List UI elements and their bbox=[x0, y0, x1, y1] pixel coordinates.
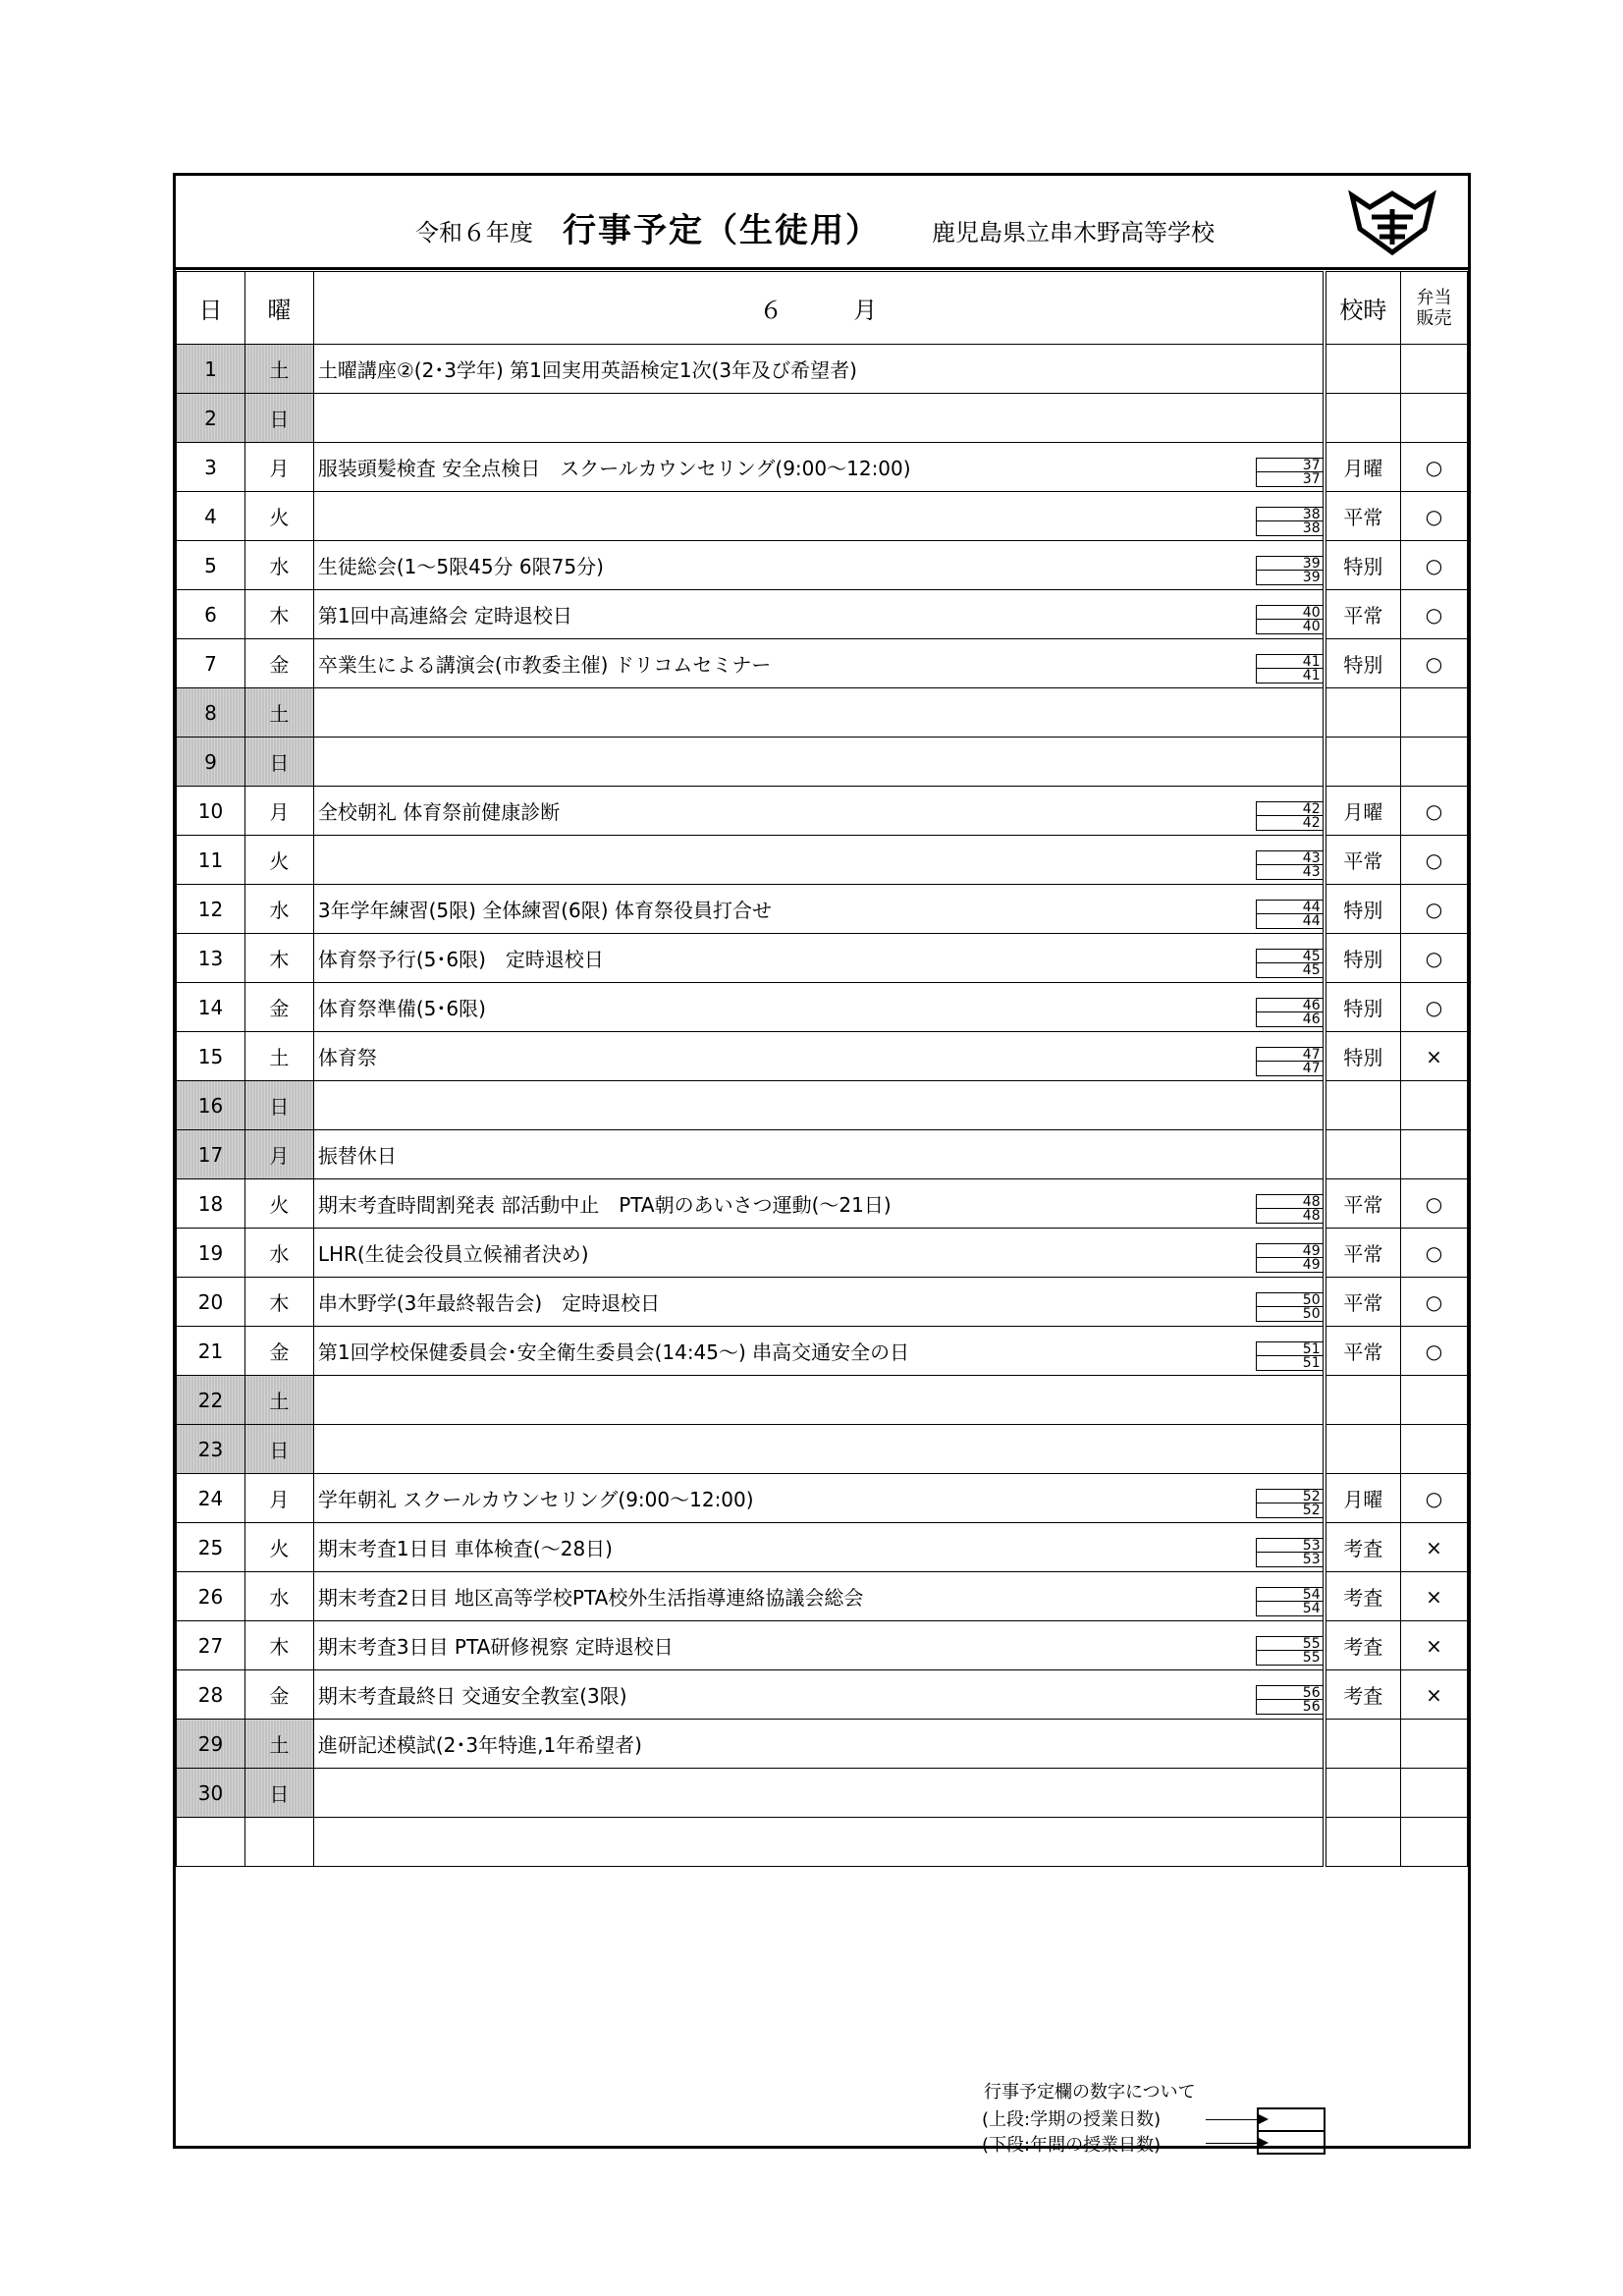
legend-sample-box bbox=[1257, 2107, 1325, 2155]
school-emblem-icon bbox=[1348, 190, 1436, 256]
day-number: 19 bbox=[177, 1229, 245, 1278]
class-day-counter bbox=[1256, 605, 1323, 634]
calendar-row bbox=[177, 1474, 1468, 1523]
event-cell bbox=[313, 1572, 1324, 1621]
weekday: 月 bbox=[244, 1474, 313, 1523]
schedule-type: 月曜 bbox=[1325, 1474, 1401, 1523]
bento-mark bbox=[1401, 1130, 1468, 1179]
weekday: 土 bbox=[244, 1720, 313, 1769]
bento-mark: × bbox=[1401, 1621, 1468, 1670]
event-cell bbox=[313, 1376, 1324, 1425]
day-number: 17 bbox=[177, 1130, 245, 1179]
calendar-row bbox=[177, 443, 1468, 492]
event-text: 第1回学校保健委員会･安全衛生委員会(14:45～) 串高交通安全の日 bbox=[317, 1340, 910, 1364]
term-day-count: 41 bbox=[1257, 655, 1323, 669]
calendar-table bbox=[176, 271, 1468, 1867]
term-day-count: 42 bbox=[1257, 802, 1323, 816]
schedule-type: 考査 bbox=[1325, 1621, 1401, 1670]
blank-cell bbox=[313, 1818, 1324, 1867]
event-text: 土曜講座②(2･3学年) 第1回実用英語検定1次(3年及び希望者) bbox=[317, 358, 857, 382]
event-text: 服装頭髪検査 安全点検日 スクールカウンセリング(9:00～12:00) bbox=[317, 457, 911, 480]
day-number: 23 bbox=[177, 1425, 245, 1474]
year-day-count: 46 bbox=[1302, 1011, 1321, 1027]
event-text: 串木野学(3年最終報告会) 定時退校日 bbox=[317, 1291, 661, 1315]
bento-mark: ○ bbox=[1401, 1278, 1468, 1327]
calendar-row bbox=[177, 1327, 1468, 1376]
weekday: 木 bbox=[244, 1278, 313, 1327]
calendar-row bbox=[177, 1179, 1468, 1229]
year-day-count: 48 bbox=[1302, 1208, 1321, 1224]
weekday: 金 bbox=[244, 1327, 313, 1376]
calendar-row bbox=[177, 1425, 1468, 1474]
header bbox=[176, 176, 1468, 270]
weekday: 月 bbox=[244, 787, 313, 836]
bento-mark bbox=[1401, 738, 1468, 787]
event-cell bbox=[313, 787, 1324, 836]
event-text: 期末考査時間割発表 部活動中止 PTA朝のあいさつ運動(～21日) bbox=[317, 1193, 892, 1217]
event-cell bbox=[313, 394, 1324, 443]
legend-upper: (上段:学期の授業日数) bbox=[982, 2109, 1162, 2130]
weekday: 日 bbox=[244, 1081, 313, 1130]
event-cell bbox=[313, 738, 1324, 787]
term-day-count: 43 bbox=[1257, 851, 1323, 865]
event-cell bbox=[313, 1130, 1324, 1179]
schedule-type: 考査 bbox=[1325, 1572, 1401, 1621]
term-day-count: 48 bbox=[1257, 1195, 1323, 1209]
bento-mark bbox=[1401, 688, 1468, 738]
schedule-type bbox=[1325, 394, 1401, 443]
day-number: 16 bbox=[177, 1081, 245, 1130]
schedule-type: 平常 bbox=[1325, 1229, 1401, 1278]
class-day-counter bbox=[1256, 900, 1323, 929]
era-label: 令和６年度 bbox=[415, 219, 533, 246]
year-day-count: 49 bbox=[1302, 1257, 1321, 1273]
bento-mark: ○ bbox=[1401, 1474, 1468, 1523]
year-day-count: 51 bbox=[1302, 1355, 1321, 1371]
schedule-type bbox=[1325, 1720, 1401, 1769]
schedule-type bbox=[1325, 1376, 1401, 1425]
schedule-type: 特別 bbox=[1325, 983, 1401, 1032]
term-day-count: 49 bbox=[1257, 1244, 1323, 1258]
schedule-type: 特別 bbox=[1325, 885, 1401, 934]
schedule-type: 平常 bbox=[1325, 1179, 1401, 1229]
day-number: 26 bbox=[177, 1572, 245, 1621]
class-day-counter bbox=[1256, 654, 1323, 683]
weekday: 土 bbox=[244, 1032, 313, 1081]
bento-mark: × bbox=[1401, 1670, 1468, 1720]
class-day-counter bbox=[1256, 1292, 1323, 1322]
schedule-type: 特別 bbox=[1325, 934, 1401, 983]
col-weekday: 曜 bbox=[244, 272, 313, 345]
event-text: 振替休日 bbox=[317, 1144, 397, 1168]
event-cell bbox=[313, 492, 1324, 541]
term-day-count: 46 bbox=[1257, 999, 1323, 1012]
event-text: 進研記述模試(2･3年特進,1年希望者) bbox=[317, 1733, 642, 1757]
bento-mark: ○ bbox=[1401, 1179, 1468, 1229]
event-text: 学年朝礼 スクールカウンセリング(9:00～12:00) bbox=[317, 1488, 754, 1511]
weekday: 火 bbox=[244, 1179, 313, 1229]
col-day: 日 bbox=[177, 272, 245, 345]
calendar-row bbox=[177, 1572, 1468, 1621]
year-day-count: 39 bbox=[1302, 570, 1321, 585]
day-number: 8 bbox=[177, 688, 245, 738]
class-day-counter bbox=[1256, 1538, 1323, 1567]
day-number: 2 bbox=[177, 394, 245, 443]
legend-arrow-line-upper bbox=[1206, 2119, 1257, 2120]
bento-mark: ○ bbox=[1401, 639, 1468, 688]
calendar-row bbox=[177, 1769, 1468, 1818]
calendar-row bbox=[177, 885, 1468, 934]
term-day-count: 54 bbox=[1257, 1588, 1323, 1602]
event-cell bbox=[313, 1081, 1324, 1130]
weekday: 日 bbox=[244, 1769, 313, 1818]
bento-mark bbox=[1401, 1769, 1468, 1818]
term-day-count: 39 bbox=[1257, 557, 1323, 571]
day-number: 22 bbox=[177, 1376, 245, 1425]
day-number: 9 bbox=[177, 738, 245, 787]
term-day-count: 40 bbox=[1257, 606, 1323, 620]
schedule-type: 平常 bbox=[1325, 492, 1401, 541]
schedule-type: 平常 bbox=[1325, 1327, 1401, 1376]
legend-arrow-line-lower bbox=[1206, 2143, 1257, 2144]
weekday: 木 bbox=[244, 1621, 313, 1670]
class-day-counter bbox=[1256, 801, 1323, 831]
class-day-counter bbox=[1256, 1047, 1323, 1076]
day-number: 1 bbox=[177, 345, 245, 394]
bento-mark: ○ bbox=[1401, 983, 1468, 1032]
bento-mark bbox=[1401, 1720, 1468, 1769]
schedule-type bbox=[1325, 345, 1401, 394]
calendar-row bbox=[177, 492, 1468, 541]
bento-mark bbox=[1401, 1425, 1468, 1474]
event-cell bbox=[313, 639, 1324, 688]
bento-mark: × bbox=[1401, 1523, 1468, 1572]
term-day-count: 44 bbox=[1257, 901, 1323, 914]
term-day-count: 45 bbox=[1257, 950, 1323, 963]
term-day-count: 37 bbox=[1257, 459, 1323, 472]
year-day-count: 44 bbox=[1302, 913, 1321, 929]
class-day-counter bbox=[1256, 458, 1323, 487]
calendar-row bbox=[177, 1376, 1468, 1425]
day-number: 27 bbox=[177, 1621, 245, 1670]
weekday: 日 bbox=[244, 738, 313, 787]
year-day-count: 52 bbox=[1302, 1503, 1321, 1518]
bento-mark: ○ bbox=[1401, 492, 1468, 541]
day-number: 10 bbox=[177, 787, 245, 836]
weekday: 月 bbox=[244, 443, 313, 492]
schedule-type: 特別 bbox=[1325, 541, 1401, 590]
weekday: 金 bbox=[244, 1670, 313, 1720]
weekday: 火 bbox=[244, 492, 313, 541]
class-day-counter bbox=[1256, 1489, 1323, 1518]
blank-cell bbox=[1401, 1818, 1468, 1867]
schedule-type: 月曜 bbox=[1325, 443, 1401, 492]
weekday: 土 bbox=[244, 1376, 313, 1425]
event-text: 期末考査3日目 PTA研修視察 定時退校日 bbox=[317, 1635, 674, 1659]
event-cell bbox=[313, 1278, 1324, 1327]
event-cell bbox=[313, 1229, 1324, 1278]
day-number: 6 bbox=[177, 590, 245, 639]
event-cell bbox=[313, 885, 1324, 934]
calendar-row bbox=[177, 1621, 1468, 1670]
schedule-type bbox=[1325, 1130, 1401, 1179]
schedule-type: 月曜 bbox=[1325, 787, 1401, 836]
class-day-counter bbox=[1256, 556, 1323, 585]
event-text: LHR(生徒会役員立候補者決め) bbox=[317, 1242, 589, 1266]
schedule-type bbox=[1325, 688, 1401, 738]
year-day-count: 56 bbox=[1302, 1699, 1321, 1715]
year-day-count: 40 bbox=[1302, 619, 1321, 634]
event-cell bbox=[313, 688, 1324, 738]
event-cell bbox=[313, 1523, 1324, 1572]
calendar-row bbox=[177, 394, 1468, 443]
calendar-row bbox=[177, 345, 1468, 394]
weekday: 土 bbox=[244, 688, 313, 738]
bento-mark bbox=[1401, 345, 1468, 394]
event-cell bbox=[313, 345, 1324, 394]
year-day-count: 45 bbox=[1302, 962, 1321, 978]
event-text: 期末考査1日目 車体検査(～28日) bbox=[317, 1537, 613, 1560]
event-cell bbox=[313, 1720, 1324, 1769]
day-number: 21 bbox=[177, 1327, 245, 1376]
year-day-count: 38 bbox=[1302, 520, 1321, 536]
event-cell bbox=[313, 443, 1324, 492]
calendar-row bbox=[177, 1130, 1468, 1179]
blank-cell bbox=[177, 1818, 245, 1867]
schedule-type: 考査 bbox=[1325, 1670, 1401, 1720]
weekday: 日 bbox=[244, 394, 313, 443]
calendar-row bbox=[177, 1229, 1468, 1278]
year-day-count: 42 bbox=[1302, 815, 1321, 831]
weekday: 水 bbox=[244, 1572, 313, 1621]
weekday: 金 bbox=[244, 639, 313, 688]
schedule-type: 平常 bbox=[1325, 590, 1401, 639]
event-cell bbox=[313, 590, 1324, 639]
year-day-count: 55 bbox=[1302, 1650, 1321, 1666]
calendar-row bbox=[177, 1032, 1468, 1081]
event-text: 全校朝礼 体育祭前健康診断 bbox=[317, 800, 561, 824]
term-day-count: 50 bbox=[1257, 1293, 1323, 1307]
event-text: 3年学年練習(5限) 全体練習(6限) 体育祭役員打合せ bbox=[317, 899, 772, 922]
term-day-count: 53 bbox=[1257, 1539, 1323, 1553]
weekday: 水 bbox=[244, 1229, 313, 1278]
bento-mark: ○ bbox=[1401, 590, 1468, 639]
bento-mark bbox=[1401, 1376, 1468, 1425]
term-day-count: 38 bbox=[1257, 508, 1323, 521]
school-name: 鹿児島県立串木野高等学校 bbox=[932, 219, 1215, 246]
day-number: 20 bbox=[177, 1278, 245, 1327]
calendar-row bbox=[177, 1670, 1468, 1720]
bento-mark: ○ bbox=[1401, 885, 1468, 934]
calendar-row bbox=[177, 1523, 1468, 1572]
year-day-count: 47 bbox=[1302, 1061, 1321, 1076]
event-text: 体育祭 bbox=[317, 1046, 377, 1069]
year-day-count: 43 bbox=[1302, 864, 1321, 880]
calendar-row bbox=[177, 836, 1468, 885]
event-cell bbox=[313, 983, 1324, 1032]
event-text: 生徒総会(1～5限45分 6限75分) bbox=[317, 555, 604, 578]
event-cell bbox=[313, 1425, 1324, 1474]
weekday: 水 bbox=[244, 541, 313, 590]
day-number: 28 bbox=[177, 1670, 245, 1720]
class-day-counter bbox=[1256, 1194, 1323, 1224]
bento-mark: × bbox=[1401, 1572, 1468, 1621]
schedule-sheet bbox=[173, 173, 1471, 2149]
schedule-type bbox=[1325, 1769, 1401, 1818]
event-cell bbox=[313, 934, 1324, 983]
event-cell bbox=[313, 1769, 1324, 1818]
calendar-row bbox=[177, 738, 1468, 787]
bento-mark: ○ bbox=[1401, 541, 1468, 590]
year-day-count: 41 bbox=[1302, 668, 1321, 683]
bento-mark: ○ bbox=[1401, 443, 1468, 492]
day-number: 25 bbox=[177, 1523, 245, 1572]
weekday: 金 bbox=[244, 983, 313, 1032]
event-text: 体育祭準備(5･6限) bbox=[317, 997, 486, 1020]
schedule-type: 平常 bbox=[1325, 1278, 1401, 1327]
schedule-type bbox=[1325, 1425, 1401, 1474]
blank-row bbox=[177, 1818, 1468, 1867]
weekday: 日 bbox=[244, 1425, 313, 1474]
day-number: 29 bbox=[177, 1720, 245, 1769]
day-number: 30 bbox=[177, 1769, 245, 1818]
calendar-row bbox=[177, 1278, 1468, 1327]
schedule-type: 特別 bbox=[1325, 1032, 1401, 1081]
bento-mark: ○ bbox=[1401, 1327, 1468, 1376]
page-title: 行事予定（生徒用） bbox=[563, 211, 881, 250]
term-day-count: 56 bbox=[1257, 1686, 1323, 1700]
calendar-row bbox=[177, 590, 1468, 639]
day-number: 12 bbox=[177, 885, 245, 934]
blank-cell bbox=[1325, 1818, 1401, 1867]
day-number: 11 bbox=[177, 836, 245, 885]
day-number: 3 bbox=[177, 443, 245, 492]
event-cell bbox=[313, 1179, 1324, 1229]
weekday: 木 bbox=[244, 934, 313, 983]
calendar-row bbox=[177, 983, 1468, 1032]
col-schedule: 校時 bbox=[1325, 272, 1401, 345]
class-day-counter bbox=[1256, 507, 1323, 536]
day-number: 14 bbox=[177, 983, 245, 1032]
weekday: 水 bbox=[244, 885, 313, 934]
day-number: 5 bbox=[177, 541, 245, 590]
schedule-type bbox=[1325, 1081, 1401, 1130]
class-day-counter bbox=[1256, 1685, 1323, 1715]
schedule-type: 平常 bbox=[1325, 836, 1401, 885]
calendar-row bbox=[177, 688, 1468, 738]
calendar-row bbox=[177, 787, 1468, 836]
day-number: 4 bbox=[177, 492, 245, 541]
weekday: 火 bbox=[244, 1523, 313, 1572]
class-day-counter bbox=[1256, 1243, 1323, 1273]
event-text: 期末考査最終日 交通安全教室(3限) bbox=[317, 1684, 627, 1708]
event-text: 卒業生による講演会(市教委主催) ドリコムセミナー bbox=[317, 653, 772, 677]
bento-mark: ○ bbox=[1401, 934, 1468, 983]
day-number: 7 bbox=[177, 639, 245, 688]
day-number: 13 bbox=[177, 934, 245, 983]
weekday: 木 bbox=[244, 590, 313, 639]
year-day-count: 54 bbox=[1302, 1601, 1321, 1616]
event-text: 体育祭予行(5･6限) 定時退校日 bbox=[317, 948, 604, 971]
event-text: 期末考査2日目 地区高等学校PTA校外生活指導連絡協議会総会 bbox=[317, 1586, 864, 1610]
calendar-row bbox=[177, 1081, 1468, 1130]
event-cell bbox=[313, 1474, 1324, 1523]
day-number: 18 bbox=[177, 1179, 245, 1229]
schedule-type: 特別 bbox=[1325, 639, 1401, 688]
event-text: 第1回中高連絡会 定時退校日 bbox=[317, 604, 572, 628]
legend-title: 行事予定欄の数字について bbox=[984, 2082, 1196, 2103]
calendar-row bbox=[177, 541, 1468, 590]
class-day-counter bbox=[1256, 850, 1323, 880]
calendar-row bbox=[177, 639, 1468, 688]
year-day-count: 37 bbox=[1302, 471, 1321, 487]
col-month: ６ 月 bbox=[313, 272, 1324, 345]
event-cell bbox=[313, 1621, 1324, 1670]
bento-mark bbox=[1401, 1081, 1468, 1130]
year-day-count: 53 bbox=[1302, 1552, 1321, 1567]
class-day-counter bbox=[1256, 998, 1323, 1027]
event-cell bbox=[313, 836, 1324, 885]
term-day-count: 55 bbox=[1257, 1637, 1323, 1651]
bento-mark: ○ bbox=[1401, 836, 1468, 885]
calendar-row bbox=[177, 1720, 1468, 1769]
weekday: 月 bbox=[244, 1130, 313, 1179]
bento-mark bbox=[1401, 394, 1468, 443]
event-cell bbox=[313, 541, 1324, 590]
term-day-count: 51 bbox=[1257, 1342, 1323, 1356]
class-day-counter bbox=[1256, 949, 1323, 978]
event-cell bbox=[313, 1032, 1324, 1081]
legend-lower: (下段:年間の授業日数) bbox=[982, 2135, 1162, 2156]
blank-cell bbox=[244, 1818, 313, 1867]
year-day-count: 50 bbox=[1302, 1306, 1321, 1322]
term-day-count: 52 bbox=[1257, 1490, 1323, 1503]
bento-mark: ○ bbox=[1401, 1229, 1468, 1278]
weekday: 火 bbox=[244, 836, 313, 885]
class-day-counter bbox=[1256, 1587, 1323, 1616]
bento-mark: ○ bbox=[1401, 787, 1468, 836]
day-number: 24 bbox=[177, 1474, 245, 1523]
day-number: 15 bbox=[177, 1032, 245, 1081]
col-bento: 弁当販売 bbox=[1401, 272, 1468, 345]
class-day-counter bbox=[1256, 1636, 1323, 1666]
column-header-row bbox=[177, 272, 1468, 345]
weekday: 土 bbox=[244, 345, 313, 394]
event-cell bbox=[313, 1327, 1324, 1376]
class-day-counter bbox=[1256, 1341, 1323, 1371]
schedule-type: 考査 bbox=[1325, 1523, 1401, 1572]
term-day-count: 47 bbox=[1257, 1048, 1323, 1062]
calendar-row bbox=[177, 934, 1468, 983]
event-cell bbox=[313, 1670, 1324, 1720]
schedule-type bbox=[1325, 738, 1401, 787]
bento-mark: × bbox=[1401, 1032, 1468, 1081]
